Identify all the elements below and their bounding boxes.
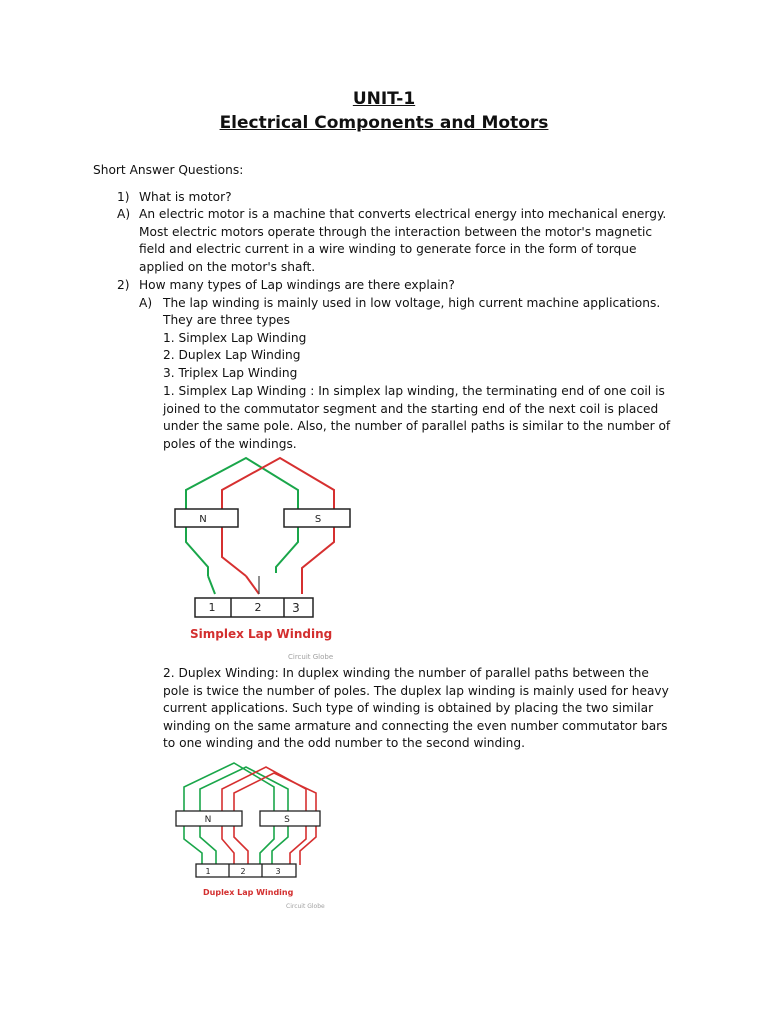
q1-question: What is motor? [139,190,232,204]
pole-n-label: N [204,815,212,825]
pole-s-label: S [284,815,290,825]
q2-types-intro: They are three types [163,313,291,327]
segment-1: 1 [205,867,211,876]
green-winding-lead [208,576,215,594]
red-winding-lead [246,576,259,594]
q1-number: 1) [117,190,130,204]
segment-3: 3 [292,601,300,615]
q2-number: 2) [117,278,130,292]
segment-1: 1 [208,601,216,614]
q2-type-3: 3. Triplex Lap Winding [163,366,298,380]
pole-s [260,811,320,826]
q2-intro: The lap winding is mainly used in low voltage, high current machine applications. [163,296,661,310]
section-heading: Short Answer Questions: [93,163,244,177]
pole-s-label: S [314,514,322,525]
q2-type-2: 2. Duplex Lap Winding [163,348,301,362]
duplex-lap-winding-figure [172,757,332,913]
subject-title: Electrical Components and Motors [219,113,549,133]
segment-3: 3 [275,867,281,876]
simplex-watermark: Circuit Globe [288,653,334,661]
simplex-caption: Simplex Lap Winding [190,627,333,641]
duplex-description: 2. Duplex Winding: In duplex winding the number of parallel paths between the pole is twice the number of poles. The duplex lap winding is mainly used for heavy current applications. Such type of winding is obtained by placing the two similar winding on the same armature and connecting the even number commutator bars to one winding and the odd number to the second winding. [163,666,669,751]
simplex-description: 1. Simplex Lap Winding : In simplex lap winding, the terminating end of one coil is joined to the commutator segment and the starting end of the next coil is placed under the same pole. Also, the number of parallel paths is similar to the number of poles of the windings. [163,384,671,451]
unit-title: UNIT-1 [352,89,416,109]
pole-n-label: N [199,514,207,525]
commutator [196,864,296,877]
q2-type-1: 1. Simplex Lap Winding [163,331,307,345]
duplex-watermark: Circuit Globe [286,903,325,910]
segment-2: 2 [240,867,246,876]
q1-answer: An electric motor is a machine that converts electrical energy into mechanical energy. Most electric motors operate through the interaction between the motor's magnetic field and electric current in a wire winding to generate force in the form of torque applied on the motor's shaft. [139,207,667,274]
duplex-caption: Duplex Lap Winding [203,888,294,897]
q1-answer-marker: A) [117,207,131,221]
q2-question: How many types of Lap windings are there explain? [139,278,455,292]
simplex-lap-winding-figure [170,452,370,662]
segment-2: 2 [254,601,262,614]
q2-answer-marker: A) [139,296,153,310]
